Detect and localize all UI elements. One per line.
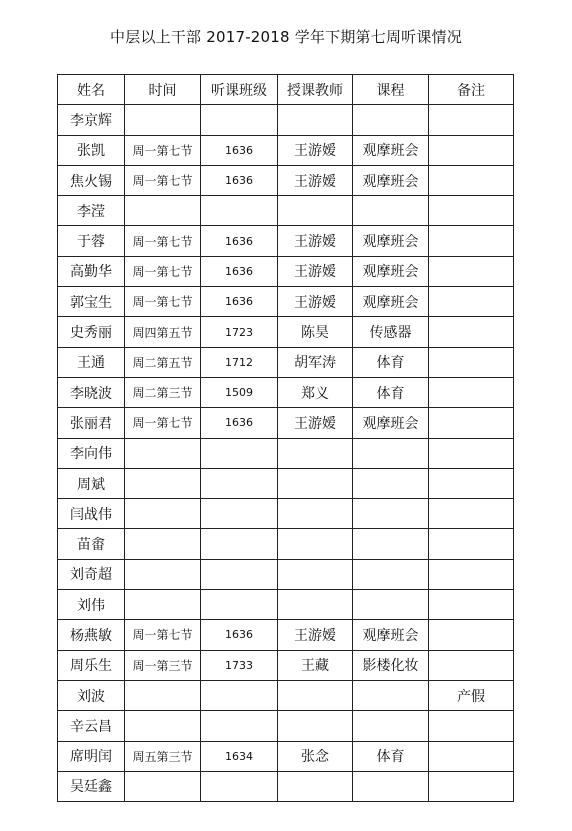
cell-note — [429, 377, 514, 407]
cell-course — [353, 559, 429, 589]
cell-class — [201, 559, 278, 589]
header-class: 听课班级 — [201, 75, 278, 105]
table-row — [58, 226, 514, 256]
cell-course — [353, 771, 429, 801]
cell-class: 1712 — [201, 347, 278, 377]
cell-name: 高勤华 — [58, 256, 125, 286]
cell-course — [353, 196, 429, 226]
table-row — [58, 468, 514, 498]
cell-teacher — [278, 438, 353, 468]
table-row — [58, 408, 514, 438]
cell-note — [429, 590, 514, 620]
cell-note — [429, 165, 514, 195]
cell-note — [429, 226, 514, 256]
header-course: 课程 — [353, 75, 429, 105]
cell-name: 李京辉 — [58, 105, 125, 135]
header-name: 姓名 — [58, 75, 125, 105]
cell-time — [125, 105, 201, 135]
cell-teacher: 王游嫒 — [278, 226, 353, 256]
cell-time — [125, 529, 201, 559]
cell-time — [125, 590, 201, 620]
table-row — [58, 559, 514, 589]
attendance-table — [57, 74, 514, 802]
cell-class — [201, 590, 278, 620]
cell-name: 刘奇超 — [58, 559, 125, 589]
cell-note — [429, 287, 514, 317]
cell-class — [201, 105, 278, 135]
cell-time — [125, 499, 201, 529]
cell-time: 周五第三节 — [125, 741, 201, 771]
cell-course — [353, 105, 429, 135]
cell-note — [429, 347, 514, 377]
table-row — [58, 287, 514, 317]
cell-name: 郭宝生 — [58, 287, 125, 317]
cell-note — [429, 196, 514, 226]
cell-time: 周一第七节 — [125, 165, 201, 195]
cell-teacher — [278, 680, 353, 710]
cell-class — [201, 499, 278, 529]
cell-class — [201, 711, 278, 741]
cell-course — [353, 590, 429, 620]
cell-name: 辛云昌 — [58, 711, 125, 741]
cell-course: 观摩班会 — [353, 408, 429, 438]
cell-class: 1636 — [201, 256, 278, 286]
cell-name: 吴廷鑫 — [58, 771, 125, 801]
cell-class: 1636 — [201, 287, 278, 317]
cell-teacher — [278, 559, 353, 589]
cell-teacher: 王游嫒 — [278, 135, 353, 165]
cell-course: 体育 — [353, 347, 429, 377]
table-row — [58, 256, 514, 286]
cell-class — [201, 680, 278, 710]
cell-note — [429, 468, 514, 498]
cell-course — [353, 711, 429, 741]
cell-teacher: 胡军涛 — [278, 347, 353, 377]
cell-teacher — [278, 771, 353, 801]
cell-time — [125, 771, 201, 801]
cell-course — [353, 499, 429, 529]
cell-note — [429, 771, 514, 801]
cell-name: 王通 — [58, 347, 125, 377]
cell-time: 周四第五节 — [125, 317, 201, 347]
cell-time: 周一第七节 — [125, 256, 201, 286]
cell-course: 体育 — [353, 377, 429, 407]
cell-teacher: 王游嫒 — [278, 256, 353, 286]
cell-class: 1733 — [201, 650, 278, 680]
cell-time — [125, 680, 201, 710]
cell-time: 周二第三节 — [125, 377, 201, 407]
cell-time — [125, 438, 201, 468]
cell-time: 周一第七节 — [125, 620, 201, 650]
table-row — [58, 105, 514, 135]
table-body — [58, 105, 514, 802]
cell-name: 史秀丽 — [58, 317, 125, 347]
cell-teacher: 郑义 — [278, 377, 353, 407]
cell-time: 周一第三节 — [125, 650, 201, 680]
cell-class: 1636 — [201, 165, 278, 195]
cell-note — [429, 256, 514, 286]
header-row — [58, 75, 514, 105]
cell-name: 张凯 — [58, 135, 125, 165]
table-row — [58, 771, 514, 801]
cell-name: 李向伟 — [58, 438, 125, 468]
cell-class — [201, 196, 278, 226]
cell-time: 周一第七节 — [125, 135, 201, 165]
cell-class: 1509 — [201, 377, 278, 407]
cell-course: 体育 — [353, 741, 429, 771]
cell-teacher — [278, 529, 353, 559]
table-row — [58, 590, 514, 620]
cell-name: 周乐生 — [58, 650, 125, 680]
cell-course: 观摩班会 — [353, 256, 429, 286]
cell-name: 李晓波 — [58, 377, 125, 407]
cell-class: 1636 — [201, 135, 278, 165]
header-note: 备注 — [429, 75, 514, 105]
cell-class: 1723 — [201, 317, 278, 347]
table-row — [58, 165, 514, 195]
cell-name: 周斌 — [58, 468, 125, 498]
header-teacher: 授课教师 — [278, 75, 353, 105]
cell-class — [201, 438, 278, 468]
cell-note — [429, 529, 514, 559]
table-row — [58, 438, 514, 468]
cell-name: 苗畬 — [58, 529, 125, 559]
cell-teacher — [278, 105, 353, 135]
table-header — [58, 75, 514, 105]
cell-class — [201, 468, 278, 498]
cell-time: 周一第七节 — [125, 287, 201, 317]
cell-name: 闫战伟 — [58, 499, 125, 529]
cell-course: 观摩班会 — [353, 226, 429, 256]
cell-course: 传感器 — [353, 317, 429, 347]
table-row — [58, 650, 514, 680]
table-row — [58, 680, 514, 710]
cell-teacher — [278, 468, 353, 498]
header-time: 时间 — [125, 75, 201, 105]
cell-note — [429, 650, 514, 680]
cell-name: 焦火锡 — [58, 165, 125, 195]
cell-teacher: 陈昊 — [278, 317, 353, 347]
cell-note — [429, 408, 514, 438]
cell-teacher: 王游嫒 — [278, 287, 353, 317]
cell-teacher — [278, 711, 353, 741]
cell-name: 杨燕敏 — [58, 620, 125, 650]
cell-course: 观摩班会 — [353, 287, 429, 317]
cell-course — [353, 438, 429, 468]
cell-teacher — [278, 499, 353, 529]
cell-note — [429, 317, 514, 347]
cell-course: 影楼化妆 — [353, 650, 429, 680]
cell-note — [429, 105, 514, 135]
cell-class — [201, 529, 278, 559]
table-row — [58, 620, 514, 650]
table-row — [58, 499, 514, 529]
cell-time — [125, 468, 201, 498]
cell-note — [429, 559, 514, 589]
cell-course: 观摩班会 — [353, 620, 429, 650]
cell-teacher: 王藏 — [278, 650, 353, 680]
cell-teacher — [278, 196, 353, 226]
cell-teacher — [278, 590, 353, 620]
cell-note — [429, 620, 514, 650]
cell-course: 观摩班会 — [353, 135, 429, 165]
cell-teacher: 王游嫒 — [278, 620, 353, 650]
cell-name: 李滢 — [58, 196, 125, 226]
cell-course — [353, 468, 429, 498]
table-row — [58, 317, 514, 347]
cell-note — [429, 438, 514, 468]
cell-course — [353, 529, 429, 559]
table-row — [58, 711, 514, 741]
table-row — [58, 377, 514, 407]
cell-time: 周二第五节 — [125, 347, 201, 377]
cell-name: 于蓉 — [58, 226, 125, 256]
cell-note — [429, 499, 514, 529]
table-row — [58, 196, 514, 226]
cell-name: 张丽君 — [58, 408, 125, 438]
cell-teacher: 王游嫒 — [278, 165, 353, 195]
table-row — [58, 347, 514, 377]
cell-teacher: 张念 — [278, 741, 353, 771]
cell-time: 周一第七节 — [125, 408, 201, 438]
cell-name: 刘波 — [58, 680, 125, 710]
cell-course — [353, 680, 429, 710]
cell-name: 席明闰 — [58, 741, 125, 771]
cell-name: 刘伟 — [58, 590, 125, 620]
table-row — [58, 529, 514, 559]
cell-note: 产假 — [429, 680, 514, 710]
cell-class: 1636 — [201, 226, 278, 256]
table-row — [58, 135, 514, 165]
cell-course: 观摩班会 — [353, 165, 429, 195]
cell-class: 1636 — [201, 408, 278, 438]
cell-note — [429, 135, 514, 165]
cell-class: 1634 — [201, 741, 278, 771]
cell-class — [201, 771, 278, 801]
cell-time — [125, 559, 201, 589]
cell-note — [429, 741, 514, 771]
table-row — [58, 741, 514, 771]
cell-note — [429, 711, 514, 741]
cell-time — [125, 711, 201, 741]
cell-class: 1636 — [201, 620, 278, 650]
cell-time: 周一第七节 — [125, 226, 201, 256]
cell-teacher: 王游嫒 — [278, 408, 353, 438]
cell-time — [125, 196, 201, 226]
page-title: 中层以上干部 2017-2018 学年下期第七周听课情况 — [110, 28, 462, 46]
